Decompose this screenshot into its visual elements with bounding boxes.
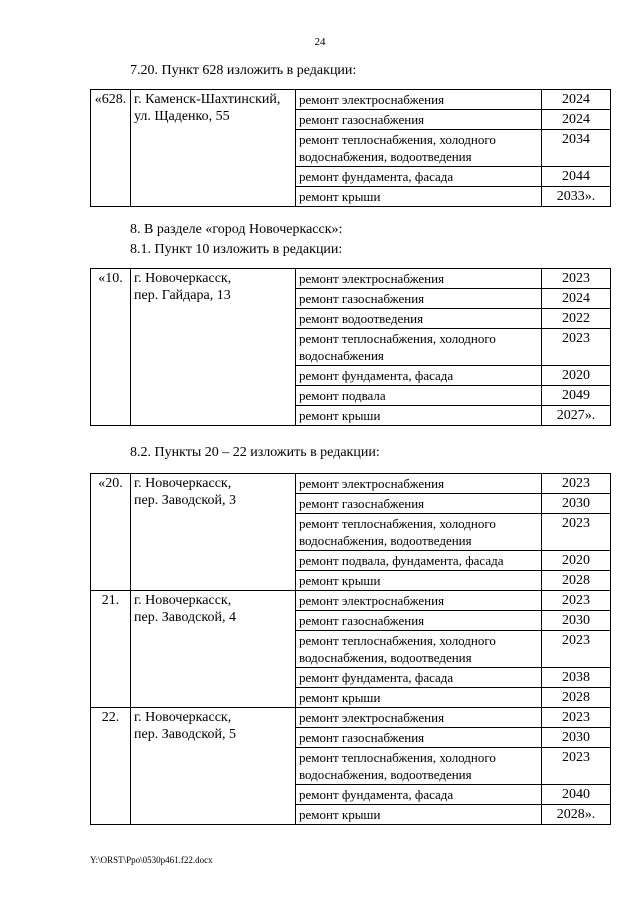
year-cell: 2023 [542, 514, 611, 551]
work-type-line: ремонт подвала [299, 388, 386, 403]
work-type-cell [296, 90, 542, 110]
year-cell: 2024 [542, 289, 611, 309]
year-cell: 2023 [542, 748, 611, 785]
work-type-cell [296, 631, 542, 668]
year-cell: 2030 [542, 494, 611, 514]
year-cell: 2038 [542, 668, 611, 688]
address-line: г. Новочеркасск, [134, 593, 232, 608]
year-cell: 2033». [542, 187, 611, 207]
table-628 [90, 89, 611, 207]
table-row [91, 591, 611, 611]
table-10 [90, 268, 611, 426]
year-cell: 2030 [542, 611, 611, 631]
page-number: 24 [314, 36, 326, 48]
address-cell [131, 90, 296, 207]
work-type-cell [296, 167, 542, 187]
year-cell: 2022 [542, 309, 611, 329]
year-cell: 2034 [542, 130, 611, 167]
address-line: г. Новочеркасск, [134, 476, 232, 491]
work-type-line: ремонт крыши [299, 690, 381, 705]
year-cell: 2023 [542, 474, 611, 494]
item-number: «628. [91, 90, 131, 207]
year-cell: 2020 [542, 551, 611, 571]
work-type-cell [296, 110, 542, 130]
address-line: пер. Заводской, 5 [134, 727, 236, 742]
work-type-line: ремонт газоснабжения [299, 730, 425, 745]
work-type-line: ремонт теплоснабжения, холодного [299, 516, 496, 531]
file-path-footer: Y:\ORST\Ppo\0530p461.f22.docx [90, 855, 213, 865]
work-type-cell [296, 309, 542, 329]
table-row [91, 474, 611, 494]
address-line: пер. Заводской, 3 [134, 493, 236, 508]
table-row [91, 90, 611, 110]
work-type-line: водоснабжения, водоотведения [299, 650, 472, 665]
work-type-cell [296, 187, 542, 207]
work-type-cell [296, 289, 542, 309]
work-type-cell [296, 329, 542, 366]
year-cell: 2024 [542, 110, 611, 130]
work-type-cell [296, 748, 542, 785]
item-number: «20. [91, 474, 131, 591]
work-type-line: ремонт газоснабжения [299, 496, 425, 511]
work-type-line: ремонт электроснабжения [299, 271, 445, 286]
address-line: г. Новочеркасск, [134, 271, 232, 286]
work-type-line: ремонт фундамента, фасада [299, 169, 454, 184]
address-cell [131, 269, 296, 426]
year-cell: 2044 [542, 167, 611, 187]
year-cell: 2027». [542, 406, 611, 426]
year-cell: 2028». [542, 805, 611, 825]
work-type-cell [296, 708, 542, 728]
year-cell: 2030 [542, 728, 611, 748]
work-type-line: ремонт фундамента, фасада [299, 670, 454, 685]
work-type-line: ремонт газоснабжения [299, 613, 425, 628]
work-type-cell [296, 551, 542, 571]
work-type-line: водоснабжения, водоотведения [299, 149, 472, 164]
address-line: г. Новочеркасск, [134, 710, 232, 725]
work-type-cell [296, 571, 542, 591]
work-type-cell [296, 474, 542, 494]
address-cell [131, 708, 296, 825]
year-cell: 2024 [542, 90, 611, 110]
work-type-cell [296, 805, 542, 825]
year-cell: 2020 [542, 366, 611, 386]
year-cell: 2023 [542, 269, 611, 289]
work-type-cell [296, 591, 542, 611]
work-type-line: ремонт теплоснабжения, холодного [299, 750, 496, 765]
work-type-cell [296, 494, 542, 514]
address-line: ул. Щаденко, 55 [134, 109, 230, 124]
work-type-line: ремонт теплоснабжения, холодного [299, 331, 496, 346]
work-type-line: ремонт крыши [299, 807, 381, 822]
work-type-cell [296, 130, 542, 167]
work-type-line: ремонт электроснабжения [299, 476, 445, 491]
year-cell: 2028 [542, 571, 611, 591]
table-20-22 [90, 473, 611, 825]
year-cell: 2049 [542, 386, 611, 406]
item-number: 21. [91, 591, 131, 708]
address-cell [131, 591, 296, 708]
work-type-line: ремонт крыши [299, 408, 381, 423]
year-cell: 2023 [542, 591, 611, 611]
work-type-line: ремонт теплоснабжения, холодного [299, 633, 496, 648]
item-number: «10. [91, 269, 131, 426]
item-number: 22. [91, 708, 131, 825]
work-type-cell [296, 728, 542, 748]
address-cell [131, 474, 296, 591]
year-cell: 2040 [542, 785, 611, 805]
work-type-cell [296, 514, 542, 551]
work-type-line: ремонт водоотведения [299, 311, 424, 326]
work-type-cell [296, 386, 542, 406]
section-heading-8-2: 8.2. Пункты 20 – 22 изложить в редакции: [130, 445, 380, 460]
work-type-cell [296, 688, 542, 708]
section-heading-7-20: 7.20. Пункт 628 изложить в редакции: [130, 63, 357, 78]
work-type-cell [296, 611, 542, 631]
work-type-line: ремонт электроснабжения [299, 92, 445, 107]
section-heading-8-1: 8.1. Пункт 10 изложить в редакции: [130, 242, 343, 257]
work-type-line: ремонт фундамента, фасада [299, 787, 454, 802]
work-type-line: ремонт газоснабжения [299, 112, 425, 127]
work-type-line: ремонт теплоснабжения, холодного [299, 132, 496, 147]
address-line: г. Каменск-Шахтинский, [134, 92, 281, 107]
work-type-line: ремонт электроснабжения [299, 710, 445, 725]
work-type-cell [296, 269, 542, 289]
work-type-cell [296, 785, 542, 805]
work-type-line: ремонт крыши [299, 189, 381, 204]
work-type-line: ремонт подвала, фундамента, фасада [299, 553, 504, 568]
year-cell: 2023 [542, 329, 611, 366]
work-type-line: ремонт фундамента, фасада [299, 368, 454, 383]
address-line: пер. Гайдара, 13 [134, 288, 231, 303]
year-cell: 2028 [542, 688, 611, 708]
work-type-line: водоснабжения [299, 348, 384, 363]
work-type-line: ремонт электроснабжения [299, 593, 445, 608]
work-type-line: ремонт крыши [299, 573, 381, 588]
year-cell: 2023 [542, 631, 611, 668]
table-row [91, 708, 611, 728]
work-type-line: водоснабжения, водоотведения [299, 767, 472, 782]
table-row [91, 269, 611, 289]
section-heading-8: 8. В разделе «город Новочеркасск»: [130, 222, 343, 237]
work-type-cell [296, 668, 542, 688]
address-line: пер. Заводской, 4 [134, 610, 236, 625]
work-type-line: ремонт газоснабжения [299, 291, 425, 306]
year-cell: 2023 [542, 708, 611, 728]
work-type-cell [296, 406, 542, 426]
work-type-cell [296, 366, 542, 386]
work-type-line: водоснабжения, водоотведения [299, 533, 472, 548]
